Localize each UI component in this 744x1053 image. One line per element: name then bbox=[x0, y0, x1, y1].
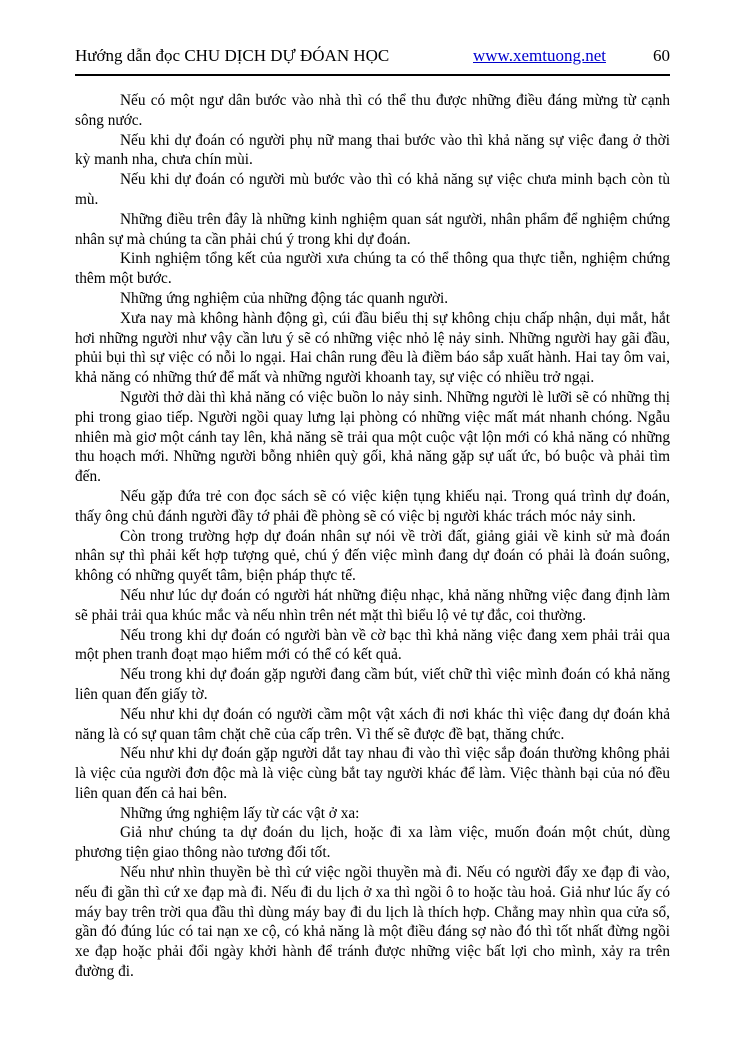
paragraph: Nếu gặp đứa trẻ con đọc sách sẽ có việc kiện tụng khiếu nại. Trong quá trình dự đoán, thấy ông chủ đánh người đầy tớ phải đề phòng sẽ có việc bị người khác trách móc nảy sinh. bbox=[75, 487, 670, 525]
paragraph: Nếu khi dự đoán có người mù bước vào thì có khả năng sự việc chưa minh bạch còn tù mù. bbox=[75, 171, 670, 208]
paragraph: Nếu có một ngư dân bước vào nhà thì có thể thu được những điều đáng mừng từ cạnh sông nước. bbox=[75, 92, 670, 129]
paragraph: Nếu như khi dự đoán gặp người dắt tay nhau đi vào thì việc sắp đoán thường không phải là việc của người đơn độc mà là việc cùng bắt tay người khác để làm. Việc thành bại của nó đều liên quan đến cả hai bên. bbox=[75, 745, 670, 802]
paragraph: Những điều trên đây là những kinh nghiệm quan sát người, nhân phẩm để nghiệm chứng nhân sự mà chúng ta cần phải chú ý trong khi dự đoán. bbox=[75, 210, 670, 248]
paragraph: Kinh nghiệm tổng kết của người xưa chúng ta có thể thông qua thực tiễn, nghiệm chứng thêm một bước. bbox=[75, 250, 670, 288]
header-link[interactable]: www.xemtuong.net bbox=[473, 46, 606, 65]
paragraph: Những ứng nghiệm của những động tác quanh người. bbox=[120, 289, 449, 307]
header-title: Hướng dẫn đọc CHU DỊCH DỰ ĐÓAN HỌC bbox=[75, 46, 390, 65]
paragraph: Những ứng nghiệm lấy từ các vật ở xa: bbox=[120, 804, 360, 822]
paragraph: Còn trong trường hợp dự đoán nhân sự nói về trời đất, giảng giải về kinh sử mà đoán nhân sự thì phải kết hợp tượng quẻ, chú ý đến việc mình đang dự đoán có phải là đoán suông, không có những quyết tâm, biện pháp thực tế. bbox=[75, 527, 670, 585]
paragraph: Nếu trong khi dự đoán gặp người đang cầm bút, viết chữ thì việc mình đoán có khả năng liên quan đến giấy tờ. bbox=[75, 666, 670, 703]
paragraph: Giả như chúng ta dự đoán du lịch, hoặc đi xa làm việc, muốn đoán một chút, dùng phương tiện giao thông nào tương đối tốt. bbox=[75, 824, 670, 862]
page-header bbox=[75, 46, 670, 66]
paragraph: Nếu như khi dự đoán có người cầm một vật xách đi nơi khác thì việc đang dự đoán khả năng là có sự quan tâm chặt chẽ của cấp trên. Vì thế sẽ được đề bạt, thăng chức. bbox=[75, 705, 670, 743]
paragraph: Nếu như nhìn thuyền bè thì cứ việc ngồi thuyền mà đi. Nếu có người đẩy xe đạp đi vào, nếu đi gần thì cứ xe đạp mà đi. Nếu đi du lịch ở xa thì ngồi ô to hoặc tàu hoả. Giả như lúc ấy có máy bay trên trời qua đầu thì dùng máy bay đi du lịch là thích hợp. Chẳng may nhìn qua cửa sổ, gần đó đúng lúc có tai nạn xe cộ, có khả năng là một điều đáng sợ nào đó thì tốt nhất đừng ngồi xe đạp hoặc phải đổi ngày khởi hành để tránh được những việc bất lợi cho mình, xảy ra trên đường đi. bbox=[75, 864, 670, 981]
paragraph: Nếu trong khi dự đoán có người bàn về cờ bạc thì khả năng việc đang xem phải trải qua một phen tranh đoạt mạo hiểm mới có thể có kết quả. bbox=[75, 626, 670, 664]
document-body bbox=[75, 91, 670, 982]
paragraph: Xưa nay mà không hành động gì, cúi đầu biểu thị sự không chịu chấp nhận, dụi mắt, hắt hơi những người như vậy cần lưu ý sẽ có những việc nhỏ lệ nảy sinh. Những người hay gãi đầu, phủi bụi thì sự việc có nỗi lo ngại. Hai chân rung đều là điềm báo sắp xuất hành. Hai tay ôm vai, khả năng có những thứ để mất và những người khoanh tay, sự việc có nhiều trở ngại. bbox=[75, 309, 670, 387]
page-number: 60 bbox=[653, 46, 670, 65]
header-divider bbox=[75, 74, 670, 76]
paragraph: Người thở dài thì khả năng có việc buồn lo nảy sinh. Những người lè lưỡi sẽ có những thị phi trong giao tiếp. Người ngồi quay lưng lại phòng có những việc mất mát nhanh chóng. Ngẫu nhiên mà giơ một cánh tay lên, khả năng sẽ trải qua một cuộc vật lộn mới có khả năng có những thu hoạch mới. Những người bỗng nhiên quỳ gối, khả năng gặp sự uất ức, bó buộc và phải tìm đến. bbox=[75, 388, 670, 486]
paragraph: Nếu như lúc dự đoán có người hát những điệu nhạc, khả năng những việc đang định làm sẽ phải trải qua khúc mắc và nếu nhìn trên nét mặt thì biểu lộ vẻ tự đắc, coi thường. bbox=[75, 586, 670, 624]
paragraph: Nếu khi dự đoán có người phụ nữ mang thai bước vào thì khả năng sự việc đang ở thời kỳ manh nha, chưa chín mùi. bbox=[75, 131, 670, 169]
